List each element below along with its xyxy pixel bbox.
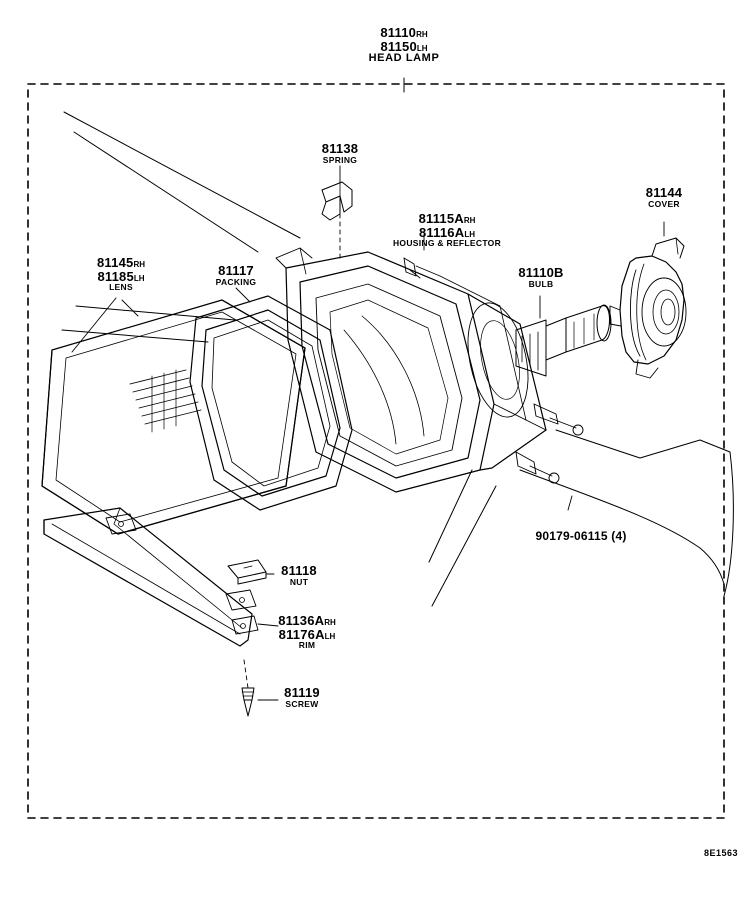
callout-lens-number-lh: 81185LH <box>97 268 145 284</box>
callout-packing-number: 81117 <box>218 263 254 278</box>
callout-bulb-description: BULB <box>528 278 554 289</box>
callout-packing <box>178 264 294 287</box>
callout-nut-description: NUT <box>289 576 309 587</box>
callout-nut <box>256 564 342 587</box>
callout-spring-number: 81138 <box>321 141 359 156</box>
callout-spring <box>286 142 394 165</box>
footer-code: 8E1563 <box>703 848 738 858</box>
callout-lens-number-rh: 81145RH <box>97 255 145 270</box>
callout-lens <box>62 256 180 292</box>
callout-nut-number: 81118 <box>281 563 317 578</box>
callout-lens-description: LENS <box>109 282 133 293</box>
callout-housing-number-lh: 81116ALH <box>419 224 475 240</box>
callout-packing-description: PACKING <box>215 276 257 287</box>
callout-housing-number-rh: 81115ARH <box>418 211 476 226</box>
callout-rim <box>248 614 366 650</box>
callout-screw <box>256 686 348 709</box>
callout-spring-description: SPRING <box>322 154 358 165</box>
callout-bulb <box>492 266 590 289</box>
title-description: HEAD LAMP <box>368 52 440 65</box>
callout-screw-number: 81119 <box>284 685 320 700</box>
callout-bolt-number: 90179-06115 (4) <box>535 529 627 543</box>
callout-rim-number-rh: 81136ARH <box>278 613 336 628</box>
title-part-number-rh: 81110RH <box>380 25 428 40</box>
title-block <box>306 26 502 65</box>
callout-rim-number-lh: 81176ALH <box>278 626 336 642</box>
callout-housing-description: HOUSING & REFLECTOR <box>392 238 502 249</box>
callout-cover-description: COVER <box>648 198 680 209</box>
callout-cover <box>614 186 714 209</box>
callout-rim-description: RIM <box>298 640 316 651</box>
callout-housing-reflector <box>348 212 546 248</box>
callout-bolt <box>498 530 664 543</box>
callout-bulb-number: 81110B <box>518 265 564 280</box>
callout-screw-description: SCREW <box>285 698 319 709</box>
callout-cover-number: 81144 <box>645 185 683 200</box>
title-part-number-lh: 81150LH <box>380 38 428 54</box>
